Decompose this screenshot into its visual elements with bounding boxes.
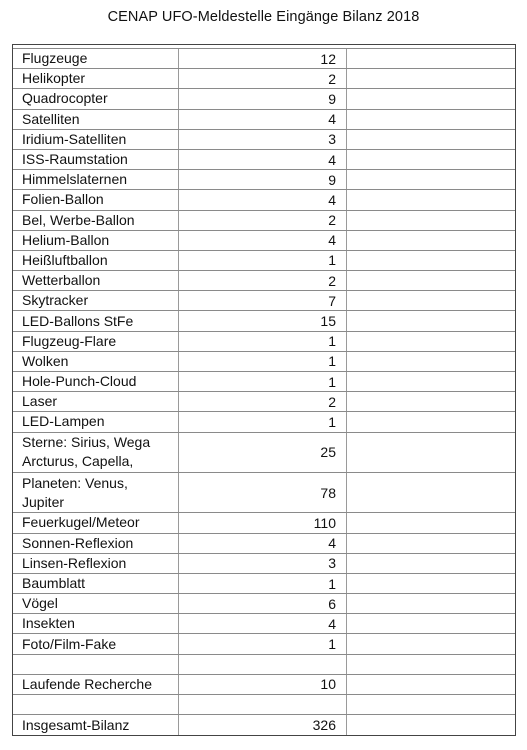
count-cell: 4 — [179, 231, 347, 250]
page-title: CENAP UFO-Meldestelle Eingänge Bilanz 2018 — [107, 9, 420, 25]
blank-cell — [347, 150, 515, 169]
blank-cell — [347, 513, 515, 532]
blank-cell — [347, 49, 515, 68]
category-cell: Iridium-Satelliten — [13, 130, 179, 149]
table-row — [13, 170, 515, 190]
count-cell: 9 — [179, 89, 347, 108]
count-cell: 4 — [179, 150, 347, 169]
category-cell: Insekten — [13, 614, 179, 633]
table-row — [13, 634, 515, 654]
category-cell: Helikopter — [13, 69, 179, 88]
category-cell: Vögel — [13, 594, 179, 613]
table-row — [13, 291, 515, 311]
table-row — [13, 311, 515, 331]
blank-cell — [347, 311, 515, 330]
table-row — [13, 352, 515, 372]
count-cell: 1 — [179, 412, 347, 431]
table-row — [13, 211, 515, 231]
category-cell: Heißluftballon — [13, 251, 179, 270]
category-cell: Himmelslaternen — [13, 170, 179, 189]
blank-cell — [347, 332, 515, 351]
count-cell: 2 — [179, 69, 347, 88]
blank-cell — [347, 211, 515, 230]
count-cell — [179, 695, 347, 714]
blank-cell — [347, 634, 515, 653]
category-cell: Wetterballon — [13, 271, 179, 290]
blank-cell — [347, 271, 515, 290]
count-cell: 7 — [179, 291, 347, 310]
blank-cell — [347, 251, 515, 270]
blank-cell — [347, 554, 515, 573]
count-cell: 2 — [179, 271, 347, 290]
count-cell: 4 — [179, 534, 347, 553]
count-cell: 2 — [179, 392, 347, 411]
table-row — [13, 513, 515, 533]
count-cell: 1 — [179, 352, 347, 371]
table-row — [13, 332, 515, 352]
category-cell: Folien-Ballon — [13, 190, 179, 209]
table-row — [13, 130, 515, 150]
category-cell: Baumblatt — [13, 574, 179, 593]
category-cell — [13, 655, 179, 674]
table-row — [13, 89, 515, 109]
category-cell: Skytracker — [13, 291, 179, 310]
table-row — [13, 594, 515, 614]
table-row — [13, 614, 515, 634]
blank-cell — [347, 130, 515, 149]
category-cell: LED-Lampen — [13, 412, 179, 431]
blank-cell — [347, 170, 515, 189]
category-cell: Laser — [13, 392, 179, 411]
blank-cell — [347, 473, 515, 512]
table-row — [13, 574, 515, 594]
blank-cell — [347, 291, 515, 310]
count-cell: 10 — [179, 675, 347, 694]
category-cell: Linsen-Reflexion — [13, 554, 179, 573]
table-row — [13, 554, 515, 574]
blank-cell — [347, 231, 515, 250]
category-cell: Satelliten — [13, 110, 179, 129]
count-cell: 2 — [179, 211, 347, 230]
blank-cell — [347, 69, 515, 88]
count-cell: 1 — [179, 251, 347, 270]
table-row — [13, 150, 515, 170]
blank-cell — [347, 433, 515, 472]
count-cell: 4 — [179, 110, 347, 129]
category-cell: Foto/Film-Fake — [13, 634, 179, 653]
category-cell: Flugzeuge — [13, 49, 179, 68]
blank-cell — [347, 675, 515, 694]
blank-cell — [347, 190, 515, 209]
blank-cell — [347, 372, 515, 391]
count-cell: 78 — [179, 473, 347, 512]
blank-cell — [347, 412, 515, 431]
blank-cell — [347, 715, 515, 735]
tally-table — [12, 44, 516, 736]
table-row — [13, 271, 515, 291]
table-body — [13, 49, 515, 735]
count-cell: 1 — [179, 332, 347, 351]
count-cell: 1 — [179, 574, 347, 593]
blank-cell — [347, 89, 515, 108]
count-cell: 4 — [179, 614, 347, 633]
empty-row — [13, 655, 515, 675]
table-row — [13, 715, 515, 735]
table-row — [13, 49, 515, 69]
table-row — [13, 392, 515, 412]
category-cell: Feuerkugel/Meteor — [13, 513, 179, 532]
table-row — [13, 412, 515, 432]
table-row — [13, 473, 515, 513]
count-cell: 110 — [179, 513, 347, 532]
table-row — [13, 534, 515, 554]
count-cell: 25 — [179, 433, 347, 472]
count-cell: 1 — [179, 634, 347, 653]
empty-row — [13, 695, 515, 715]
blank-cell — [347, 695, 515, 714]
count-cell: 3 — [179, 554, 347, 573]
blank-cell — [347, 534, 515, 553]
table-row — [13, 372, 515, 392]
category-cell — [13, 695, 179, 714]
count-cell: 4 — [179, 190, 347, 209]
category-cell: Quadrocopter — [13, 89, 179, 108]
table-row — [13, 69, 515, 89]
count-cell — [179, 655, 347, 674]
table-row — [13, 190, 515, 210]
category-cell: Sonnen-Reflexion — [13, 534, 179, 553]
blank-cell — [347, 574, 515, 593]
table-row — [13, 231, 515, 251]
table-row — [13, 110, 515, 130]
category-cell: Helium-Ballon — [13, 231, 179, 250]
blank-cell — [347, 352, 515, 371]
table-row — [13, 675, 515, 695]
table-row — [13, 433, 515, 473]
blank-cell — [347, 614, 515, 633]
category-cell: Laufende Recherche — [13, 675, 179, 694]
category-cell: ISS-Raumstation — [13, 150, 179, 169]
count-cell: 9 — [179, 170, 347, 189]
count-cell: 3 — [179, 130, 347, 149]
category-cell: Hole-Punch-Cloud — [13, 372, 179, 391]
blank-cell — [347, 392, 515, 411]
blank-cell — [347, 594, 515, 613]
category-cell: Insgesamt-Bilanz — [13, 715, 179, 735]
count-cell: 15 — [179, 311, 347, 330]
blank-cell — [347, 110, 515, 129]
category-cell: Bel, Werbe-Ballon — [13, 211, 179, 230]
blank-cell — [347, 655, 515, 674]
category-cell: Planeten: Venus, Jupiter — [13, 473, 179, 512]
count-cell: 326 — [179, 715, 347, 735]
count-cell: 12 — [179, 49, 347, 68]
category-cell: Flugzeug-Flare — [13, 332, 179, 351]
table-row — [13, 251, 515, 271]
category-cell: LED-Ballons StFe — [13, 311, 179, 330]
category-cell: Sterne: Sirius, Wega Arcturus, Capella, — [13, 433, 179, 472]
count-cell: 1 — [179, 372, 347, 391]
count-cell: 6 — [179, 594, 347, 613]
category-cell: Wolken — [13, 352, 179, 371]
